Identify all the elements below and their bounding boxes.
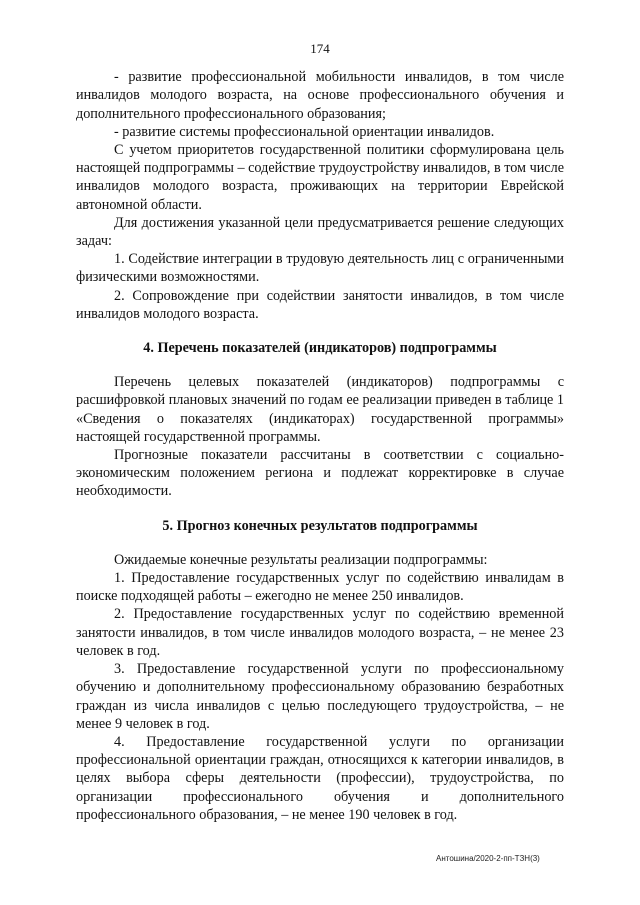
intro-block: [76, 68, 564, 323]
document-footer-code: Антошина/2020-2-пп-ТЗН(3): [436, 854, 540, 863]
page-number: 174: [310, 41, 330, 56]
section-5-title: 5. Прогноз конечных результатов подпрограммы: [162, 517, 478, 534]
section-5-paragraph: 2. Предоставление государственных услуг по содействию временной занятости инвалидов, в том числе инвалидов молодого возраста, – не менее 23 человек в год.: [76, 606, 564, 659]
section-4-paragraph: Прогнозные показатели рассчитаны в соответствии с социально-экономическим положением региона и подлежат корректировке в случае необходимости.: [76, 447, 564, 500]
intro-paragraph: 1. Содействие интеграции в трудовую деятельность лиц с ограниченными физическими возможностями.: [76, 251, 564, 286]
section-5-body: [76, 551, 564, 824]
intro-paragraph: Для достижения указанной цели предусматривается решение следующих задач:: [76, 214, 564, 250]
document-page: [76, 40, 564, 824]
section-4-body: [76, 373, 564, 500]
intro-paragraph: 2. Сопровождение при содействии занятости инвалидов, в том числе инвалидов молодого возраста.: [76, 287, 564, 322]
section-5-paragraph: 1. Предоставление государственных услуг по содействию инвалидам в поиске подходящей работы – ежегодно не менее 250 инвалидов.: [76, 570, 564, 605]
intro-paragraph: С учетом приоритетов государственной политики сформулирована цель настоящей подпрограммы – содействие трудоустройству инвалидов, в том числе инвалидов молодого возраста, проживающих на территории Еврейской автономной области.: [76, 142, 564, 213]
section-4-paragraph: Перечень целевых показателей (индикаторов) подпрограммы с расшифровкой плановых значений по годам ее реализации приведен в таблице 1 «Сведения о показателях (индикаторах) государственной программы» настоящей государственной программы.: [76, 374, 564, 445]
section-5-paragraph: Ожидаемые конечные результаты реализации подпрограммы:: [114, 551, 488, 568]
section-5-paragraph: 3. Предоставление государственной услуги по профессиональному обучению и дополнительному профессиональному образованию безработных граждан из числа инвалидов с целью последующего трудоустройства, – не менее 9 человек в год.: [76, 661, 564, 732]
section-4-title: 4. Перечень показателей (индикаторов) подпрограммы: [143, 340, 497, 357]
intro-paragraph: - развитие системы профессиональной ориентации инвалидов.: [114, 123, 495, 140]
intro-paragraph: - развитие профессиональной мобильности инвалидов, в том числе инвалидов молодого возраста, на основе профессионального обучения и дополнительного профессионального образования;: [76, 69, 564, 122]
section-5-paragraph: 4. Предоставление государственной услуги по организации профессиональной ориентации граждан, относящихся к категории инвалидов, в целях выбора сферы деятельности (профессии), трудоустройства, по организации профессионального обучения и дополнительного профессионального образования, – не менее 190 человек в год.: [76, 733, 564, 823]
